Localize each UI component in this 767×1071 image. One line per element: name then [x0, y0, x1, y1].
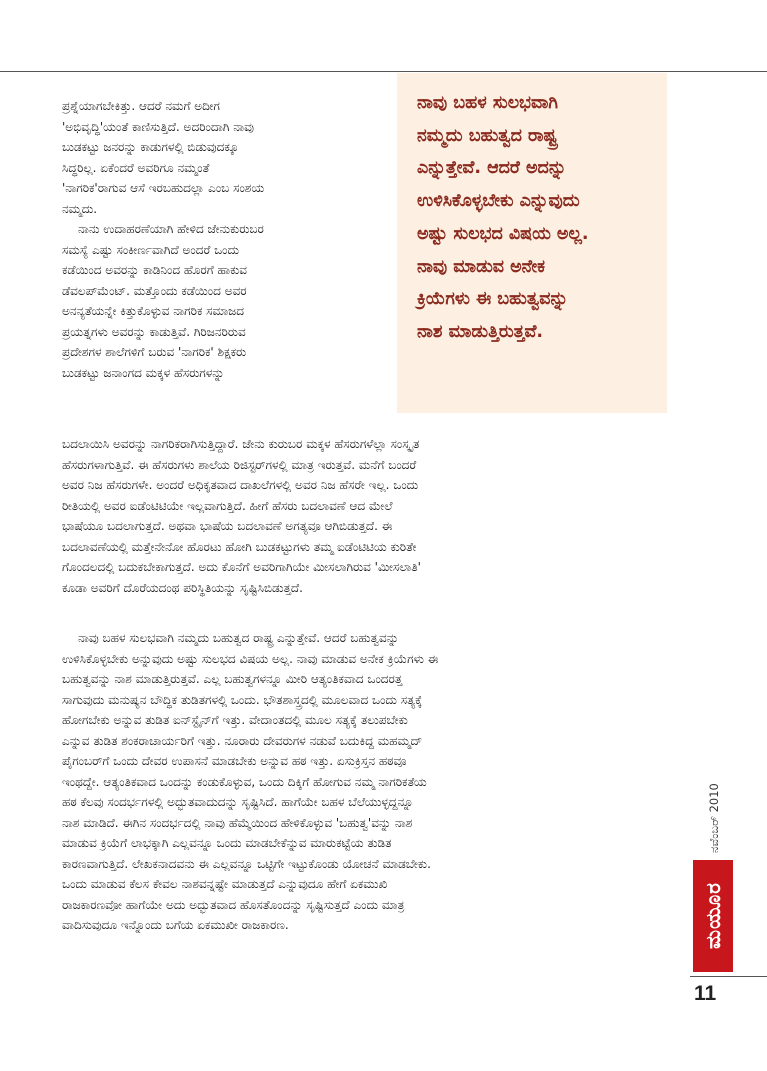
body-line: ನಾನು ಉದಾಹರಣೆಯಾಗಿ ಹೇಳಿದ ಜೇನುಕುರುಬರ [78, 222, 264, 236]
body-line: ಡೆವಲಪ್‌ಮೆಂಟ್. ಮತ್ತೊಂದು ಕಡೆಯಿಂದ ಅವರ [62, 283, 247, 298]
body-line: ಕಡೆಯಿಂದ ಅವರನ್ನು ಕಾಡಿನಿಂದ ಹೊರಗೆ ಹಾಕುವ [62, 263, 247, 277]
body-line: ನಮ್ಮದು. [62, 201, 98, 216]
pull-quote-line: ನಾವು ಬಹಳ ಸುಲಭವಾಗಿ [417, 93, 558, 113]
body-line: ಇಂಥದ್ದೇ. ಆತ್ಯಂತಿಕವಾದ ಒಂದನ್ನು ಕಂಡುಕೊಳ್ಳುವ, ಒಂದು ದಿಕ್ಕಿಗೆ ಹೋಗುವ ನಮ್ಮ ನಾಗರಿಕತೆಯ [62, 774, 427, 789]
body-line: ಕಾರಣವಾಗುತ್ತಿದೆ. ಲೇಖಕನಾದವನು ಈ ಎಲ್ಲವನ್ನೂ ಒಟ್ಟಿಗೇ ಇಟ್ಟುಕೊಂಡು ಯೋಚನೆ ಮಾಡಬೇಕು. [62, 856, 431, 871]
body-line: ಸಿದ್ಧರಿಲ್ಲ. ಏಕೆಂದರೆ ಅವರಿಗೂ ನಮ್ಮಂತೆ [62, 160, 210, 175]
body-line: ಒಂದು ಮಾಡುವ ಕೆಲಸ ಕೇವಲ ನಾಶವನ್ನಷ್ಟೇ ಮಾಡುತ್ತದೆ ಎನ್ನುವುದೂ ಹೇಗೆ ಏಕಮುಖಿ [62, 877, 388, 891]
pull-quote-line: ನಮ್ಮದು ಬಹುತ್ವದ ರಾಷ್ಟ್ರ [417, 125, 558, 146]
body-line: ಹಠ ಕೆಲವು ಸಂದರ್ಭಗಳಲ್ಲಿ ಅದ್ಭುತವಾದುದನ್ನು ಸೃಷ್ಟಿಸಿದೆ. ಹಾಗೆಯೇ ಬಹಳ ಬೆಲೆಯುಳ್ಳದ್ದನ್ನೂ [62, 795, 414, 809]
pull-quote-line: ಉಳಿಸಿಕೊಳ್ಳಬೇಕು ಎನ್ನುವುದು [417, 191, 580, 212]
body-line: ಗೊಂದಲದಲ್ಲಿ ಬದುಕಬೇಕಾಗುತ್ತದೆ. ಅದು ಕೊನೆಗೆ ಅವರಿಗಾಗಿಯೇ ಮೀಸಲಾಗಿರುವ 'ಮೀಸಲಾತಿ' [62, 560, 421, 574]
page-number: 11 [694, 982, 717, 1005]
top-rule [0, 71, 767, 72]
body-line: ಬದಲಾವಣೆಯಲ್ಲಿ ಮತ್ತೇನೇನೋ ಹೊರಟು ಹೋಗಿ ಬುಡಕಟ್ಟುಗಳು ತಮ್ಮ ಐಡೆಂಟಿಟಿಯ ಕುರಿತೇ [62, 539, 417, 554]
body-line: ಬುಡಕಟ್ಟು ಜನರನ್ನು ಕಾಡುಗಳಲ್ಲಿ ಬಿಡುವುದಕ್ಕೂ [62, 140, 239, 154]
body-line: ವಾದಿಸುವುದೂ ಇನ್ನೊಂದು ಬಗೆಯ ಏಕಮುಖೀ ರಾಜಕಾರಣ. [62, 918, 289, 932]
body-line: ಹೋಗಬೇಕು ಅನ್ನುವ ತುಡಿತ ಐನ್‌ಸ್ಟೈನ್‌ಗೆ ಇತ್ತು. ವೇದಾಂತದಲ್ಲಿ ಮೂಲ ಸತ್ಯಕ್ಕೆ ತಲುಪಬೇಕು [62, 713, 408, 727]
pull-quote-line: ಕ್ರಿಯೆಗಳು ಈ ಬಹುತ್ವವನ್ನು [417, 289, 569, 310]
body-line: ಕೂಡಾ ಅವರಿಗೆ ದೊರೆಯದಂಥ ಪರಿಸ್ಥಿತಿಯನ್ನು ಸೃಷ್ಟಿಸಿಬಿಡುತ್ತದೆ. [62, 580, 303, 595]
sidebar-rule [690, 976, 767, 977]
body-line: 'ಅಭಿವೃದ್ಧಿ'ಯಂತೆ ಕಾಣಿಸುತ್ತಿದೆ. ಅದರಿಂದಾಗಿ ನಾವು [62, 119, 254, 134]
pull-quote-line: ನಾಶ ಮಾಡುತ್ತಿರುತ್ತವೆ. [417, 321, 544, 342]
body-line: ಪೈಗಂಬರ್‌ಗೆ ಒಂದು ದೇವರ ಉಪಾಸನೆ ಮಾಡಬೇಕು ಅನ್ನುವ ಹಠ ಇತ್ತು. ಏಸುಕ್ರಿಸ್ತನ ಹಠವೂ [62, 754, 407, 768]
body-text-wide-2 [62, 628, 672, 936]
body-text-narrow [62, 96, 392, 383]
body-line: ಅವರ ನಿಜ ಹೆಸರುಗಳೇ. ಅಂದರೆ ಅಧಿಕೃತವಾದ ದಾಖಲೆಗಳಲ್ಲಿ ಅವರ ನಿಜ ಹೆಸರೇ ಇಲ್ಲ. ಒಂದು [62, 478, 419, 492]
pull-quote [397, 73, 667, 413]
body-line: ಹೆಸರುಗಳಾಗುತ್ತಿವೆ. ಈ ಹೆಸರುಗಳು ಶಾಲೆಯ ರಿಜಿಸ್ಟರ್‌ಗಳಲ್ಲಿ ಮಾತ್ರ ಇರುತ್ತವೆ. ಮನೆಗೆ ಬಂದರೆ [62, 457, 417, 472]
body-line: ಮಾಡುವ ಕ್ರಿಯೆಗೆ ಲಾಭಕ್ಕಾಗಿ ಎಲ್ಲವನ್ನೂ ಒಂದು ಮಾಡಬೇಕೆನ್ನುವ ಮಾರುಕಟ್ಟೆಯ ತುಡಿತ [62, 836, 392, 850]
body-line: ಬುಡಕಟ್ಟು ಜನಾಂಗದ ಮಕ್ಕಳ ಹೆಸರುಗಳನ್ನು [62, 365, 225, 380]
pull-quote-line: ನಾವು ಮಾಡುವ ಅನೇಕ [417, 256, 545, 277]
pull-quote-line: ಅಷ್ಟು ಸುಲಭದ ವಿಷಯ ಅಲ್ಲ. [417, 223, 589, 244]
body-line: ಸಮಸ್ಯೆ ಎಷ್ಟು ಸಂಕೀರ್ಣವಾಗಿದೆ ಅಂದರೆ ಒಂದು [62, 242, 240, 257]
magazine-logo: ಮಯೂರ [693, 860, 733, 972]
body-line: 'ನಾಗರಿಕ'ರಾಗುವ ಆಸೆ ಇರಬಹುದಲ್ಲಾ ಎಂಬ ಸಂಶಯ [62, 181, 265, 195]
body-line: ರೀತಿಯಲ್ಲಿ ಅವರ ಐಡೆಂಟಿಟಿಯೇ ಇಲ್ಲವಾಗುತ್ತಿದೆ. ಹೀಗೆ ಹೆಸರು ಬದಲಾವಣೆ ಆದ ಮೇಲೆ [62, 498, 393, 513]
body-line: ಭಾಷೆಯೂ ಬದಲಾಗುತ್ತದೆ. ಅಥವಾ ಭಾಷೆಯ ಬದಲಾವಣೆ ಅಗತ್ಯವೂ ಆಗಿಬಿಡುತ್ತದೆ. ಈ [62, 519, 393, 533]
body-line: ಬಹುತ್ವವನ್ನು ನಾಶ ಮಾಡುತ್ತಿರುತ್ತವೆ. ಎಲ್ಲ ಬಹುತ್ವಗಳನ್ನೂ ಮೀರಿ ಆತ್ಯಂತಿಕವಾದ ಒಂದರತ್ತ [62, 672, 403, 686]
body-line: ಅನನ್ಯತೆಯನ್ನೇ ಕಿತ್ತುಕೊಳ್ಳುವ ನಾಗರಿಕ ಸಮಾಜದ [62, 304, 245, 318]
body-line: ರಾಜಕಾರಣವೋ ಹಾಗೆಯೇ ಅದು ಅದ್ಭುತವಾದ ಹೊಸತೊಂದನ್ನು ಸೃಷ್ಟಿಸುತ್ತದೆ ಎಂದು ಮಾತ್ರ [62, 897, 405, 912]
body-line: ನಾವು ಬಹಳ ಸುಲಭವಾಗಿ ನಮ್ಮದು ಬಹುತ್ವದ ರಾಷ್ಟ್ರ ಎನ್ನುತ್ತೇವೆ. ಆದರೆ ಬಹುತ್ವವನ್ನು [78, 631, 399, 645]
pull-quote-line: ಎನ್ನುತ್ತೇವೆ. ಆದರೆ ಅದನ್ನು [417, 158, 567, 179]
body-line: ಎನ್ನುವ ತುಡಿತ ಶಂಕರಾಚಾರ್ಯರಿಗೆ ಇತ್ತು. ನೂರಾರು ದೇವರುಗಳ ನಡುವೆ ಬದುಕಿದ್ದ ಮಹಮ್ಮದ್ [62, 733, 423, 748]
body-line: ನಾಶ ಮಾಡಿದೆ. ಈಗಿನ ಸಂದರ್ಭದಲ್ಲಿ ನಾವು ಹೆಮ್ಮೆಯಿಂದ ಹೇಳಿಕೊಳ್ಳುವ 'ಬಹುತ್ವ'ವನ್ನು ನಾಶ [62, 815, 413, 830]
body-line: ಪ್ರಶ್ನೆಯಾಗಬೇಕಿತ್ತು. ಆದರೆ ನಮಗೆ ಅದೀಗ [62, 99, 220, 113]
body-text-wide-1 [62, 434, 672, 598]
body-line: ಪ್ರದೇಶಗಳ ಶಾಲೆಗಳಿಗೆ ಬರುವ 'ನಾಗರಿಕ' ಶಿಕ್ಷಕರು [62, 345, 247, 359]
body-line: ಪ್ರಯತ್ನಗಳು ಅವರನ್ನು ಕಾಡುತ್ತಿವೆ. ಗಿರಿಜನರಿರುವ [62, 324, 246, 339]
body-line: ಸಾಗುವುದು ಮನುಷ್ಯನ ಬೌದ್ಧಿಕ ತುಡಿತಗಳಲ್ಲಿ ಒಂದು. ಭೌತಶಾಸ್ತ್ರದಲ್ಲಿ ಮೂಲವಾದ ಒಂದು ಸತ್ಯಕ್ಕೆ [62, 692, 423, 707]
issue-date: ನವೆಂಬರ್ 2010 [707, 783, 721, 853]
body-line: ಉಳಿಸಿಕೊಳ್ಳಬೇಕು ಅನ್ನುವುದು ಅಷ್ಟು ಸುಲಭದ ವಿಷಯ ಅಲ್ಲ. ನಾವು ಮಾಡುವ ಅನೇಕ ಕ್ರಿಯೆಗಳು ಈ [62, 651, 439, 666]
body-line: ಬದಲಾಯಿಸಿ ಅವರನ್ನು ನಾಗರಿಕರಾಗಿಸುತ್ತಿದ್ದಾರೆ. ಜೇನು ಕುರುಬರ ಮಕ್ಕಳ ಹೆಸರುಗಳೆಲ್ಲಾ ಸಂಸ್ಕೃತ [62, 437, 420, 451]
